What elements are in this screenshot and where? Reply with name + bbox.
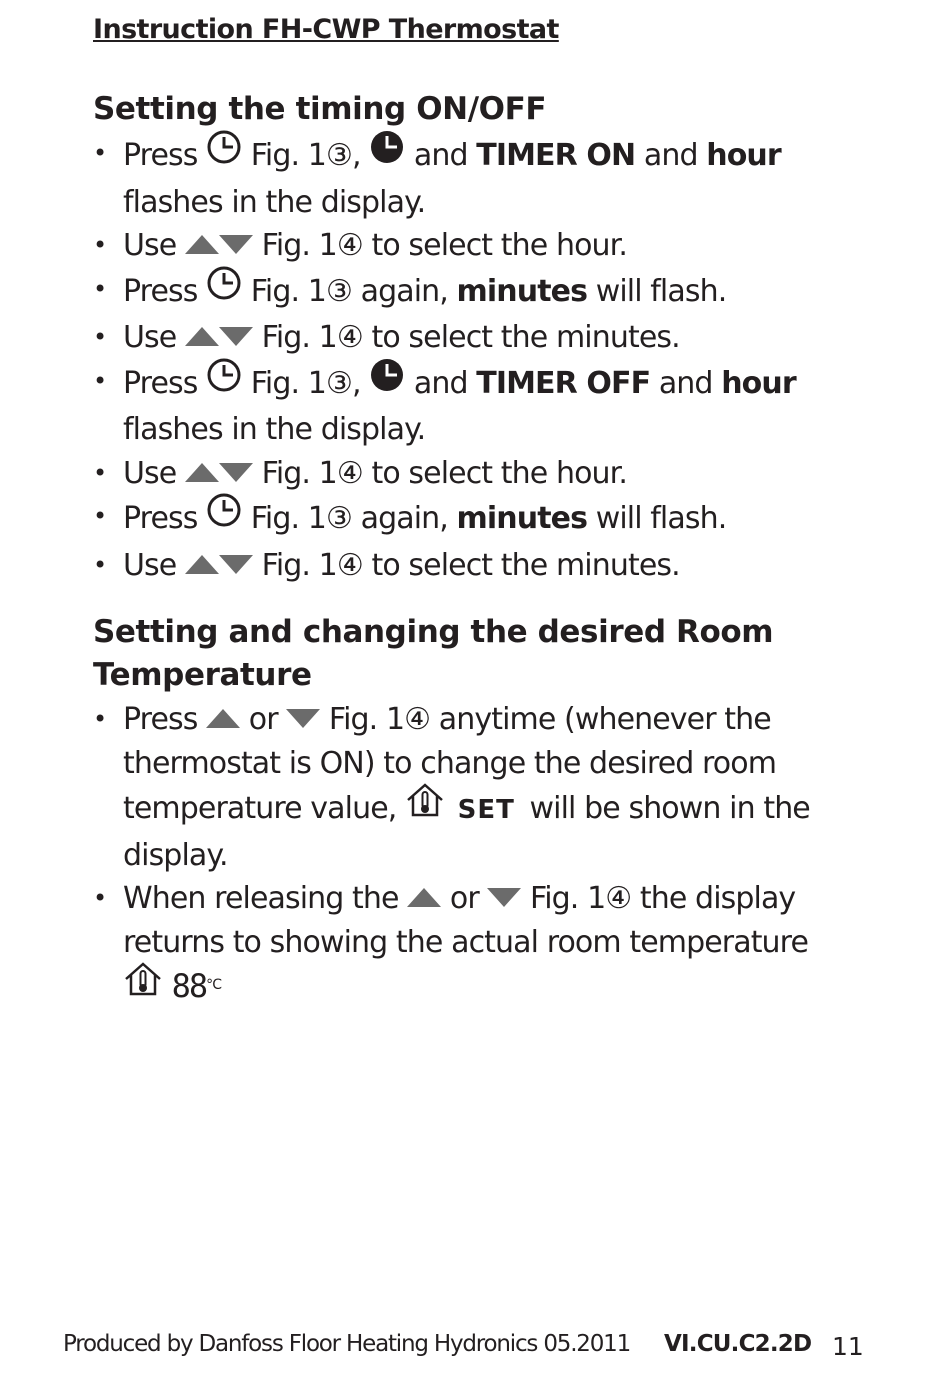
arrow-down-icon	[219, 327, 253, 346]
arrow-up-icon	[185, 555, 219, 574]
list-item: • Press Fig. 1③, and TIMER OFF and hour flashes in the display.	[93, 360, 893, 452]
list-item: • When releasing the or Fig. 1④ the display returns to showing the actual room temperature $88^{^\circ C}$	[93, 877, 893, 1013]
footer-document-code: VI.CU.C2.2D	[664, 1331, 812, 1357]
arrow-down-icon	[286, 709, 320, 728]
clock-filled-icon	[369, 357, 405, 406]
list-item: • Press Fig. 1③ again, minutes will flash.	[93, 495, 893, 544]
arrow-up-icon	[206, 709, 240, 728]
list-item: • Use Fig. 1④ to select the minutes.	[93, 544, 893, 588]
section-heading-room-temperature: Setting and changing the desired Room Temperature	[93, 614, 774, 693]
house-thermometer-icon	[123, 961, 163, 1010]
clock-filled-icon	[369, 129, 405, 178]
list-item: • Press Fig. 1③, and TIMER ON and hour flashes in the display.	[93, 132, 893, 224]
arrow-down-icon	[219, 235, 253, 254]
clock-outline-icon	[206, 492, 242, 541]
room-temperature-steps-list	[93, 698, 893, 1013]
arrow-up-icon	[407, 888, 441, 907]
list-item: • Press Fig. 1③ again, minutes will flash.	[93, 268, 893, 317]
list-item: • Use Fig. 1④ to select the hour.	[93, 452, 893, 496]
arrow-down-icon	[487, 888, 521, 907]
clock-outline-icon	[206, 129, 242, 178]
list-item: • Press or Fig. 1④ anytime (whenever the thermostat is ON) to change the desired room temperature value, SET will be shown in the display.	[93, 698, 893, 877]
arrow-up-icon	[185, 235, 219, 254]
house-thermometer-icon	[405, 782, 445, 831]
footer-producer: Produced by Danfoss Floor Heating Hydronics 05.2011	[63, 1331, 631, 1357]
page-number: 11	[832, 1332, 864, 1361]
clock-outline-icon	[206, 265, 242, 314]
clock-outline-icon	[206, 357, 242, 406]
document-header: Instruction FH-CWP Thermostat	[93, 14, 559, 45]
set-indicator: SET	[457, 794, 515, 825]
arrow-up-icon	[185, 463, 219, 482]
arrow-up-icon	[185, 327, 219, 346]
temperature-display-unit: °C	[206, 977, 222, 993]
list-item: • Use Fig. 1④ to select the hour.	[93, 224, 893, 268]
timing-steps-list	[93, 132, 893, 587]
list-item: • Use Fig. 1④ to select the minutes.	[93, 316, 893, 360]
section-heading-timing: Setting the timing ON/OFF	[93, 91, 547, 127]
arrow-down-icon	[219, 555, 253, 574]
temperature-display-digits: 88	[171, 966, 207, 1005]
arrow-down-icon	[219, 463, 253, 482]
